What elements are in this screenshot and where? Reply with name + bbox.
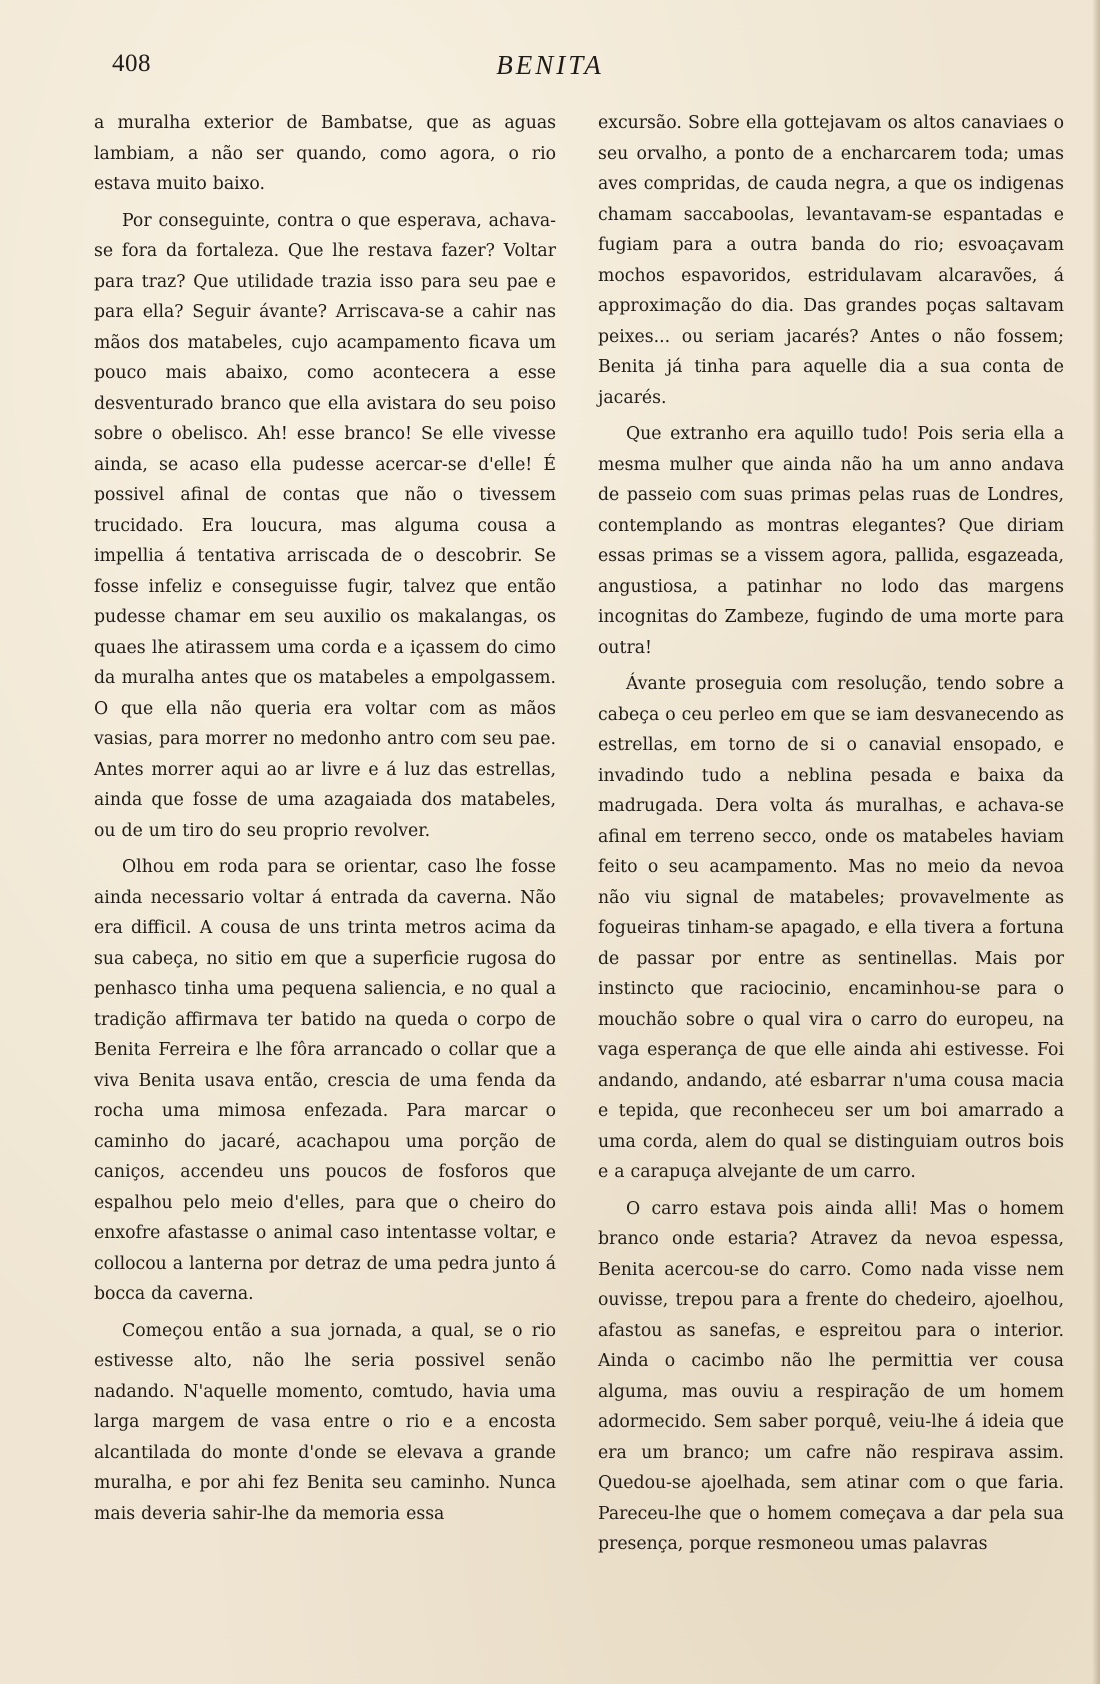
paragraph: a muralha exterior de Bambatse, que as aguas lambiam, a não ser quando, como agora, o rio estava muito baixo.	[94, 113, 556, 194]
paragraph: Olhou em roda para se orientar, caso lhe fosse ainda necessario voltar á entrada da caverna. Não era difficil. A cousa de uns trinta metros acima da sua cabeça, no sitio em que a superficie rugosa do penhasco tinha uma pequena saliencia, e no qual a tradição affirmava ter batido na queda o corpo de Benita Ferreira e lhe fôra arrancado o collar que a viva Benita usava então, crescia de uma fenda da rocha uma mimosa enfezada. Para marcar o caminho do jacaré, acachapou uma porção de caniços, accendeu uns poucos de fosforos que espalhou pelo meio d'elles, para que o cheiro do enxofre afastasse o animal caso intentasse voltar, e collocou a lanterna por detraz de uma pedra junto á bocca da caverna.	[94, 857, 556, 1304]
running-title: BENITA	[496, 50, 604, 80]
page-number: 408	[112, 50, 151, 77]
paragraph: O carro estava pois ainda alli! Mas o homem branco onde estaria? Atravez da nevoa espessa, Benita acercou-se do carro. Como nada visse nem ouvisse, trepou para a frente do chedeiro, ajoelhou, afastou as sanefas, e espreitou para o interior. Ainda o cacimbo não lhe permittia ver cousa alguma, mas ouviu a respiração de um homem adormecido. Sem saber porquê, veiu-lhe á ideia que era um branco; um cafre não respirava assim. Quedou-se ajoelhada, sem atinar com o que faria. Pareceu-lhe que o homem começava a dar pela sua presença, porque resmoneou umas palavras	[598, 1198, 1064, 1554]
paragraph: excursão. Sobre ella gottejavam os altos canaviaes o seu orvalho, a ponto de a encharcarem toda; umas aves compridas, de cauda negra, a que os indigenas chamam saccaboolas, levantavam-se espantadas e fugiam para a outra banda do rio; esvoaçavam mochos espavoridos, estridulavam alcaravões, á approximação do dia. Das grandes poças saltavam peixes... ou seriam jacarés? Antes o não fossem; Benita já tinha para aquelle dia a sua conta de jacarés.	[598, 113, 1064, 408]
paragraph: Começou então a sua jornada, a qual, se o rio estivesse alto, não lhe seria possivel senão nadando. N'aquelle momento, comtudo, havia uma larga margem de vasa entre o rio e a encosta alcantilada do monte d'onde se elevava a grande muralha, e por ahi fez Benita seu caminho. Nunca mais deveria sahir-lhe da memoria essa	[94, 1320, 556, 1524]
paragraph: Ávante proseguia com resolução, tendo sobre a cabeça o ceu perleo em que se iam desvanecendo as estrellas, em torno de si o canavial ensopado, e invadindo tudo a neblina pesada e baixa da madrugada. Dera volta ás muralhas, e achava-se afinal em terreno secco, onde os matabeles haviam feito o seu acampamento. Mas no meio da nevoa não viu signal de matabeles; provavelmente as fogueiras tinham-se apagado, e ella tivera a fortuna de passar por entre as sentinellas. Mais por instincto que raciocinio, encaminhou-se para o mouchão sobre o qual vira o carro do europeu, na vaga esperança de que elle ainda ahi estivesse. Foi andando, andando, até esbarrar n'uma cousa macia e tepida, que reconheceu ser um boi amarrado a uma corda, alem do qual se distinguiam outros bois e a carapuça alvejante de um carro.	[598, 674, 1064, 1182]
page-header	[0, 46, 1100, 86]
paragraph: Por conseguinte, contra o que esperava, achava-se fora da fortaleza. Que lhe restava fazer? Voltar para traz? Que utilidade trazia isso para seu pae e para ella? Seguir ávante? Arriscava-se a cahir nas mãos dos matabeles, cujo acampamento ficava um pouco mais abaixo, como acontecera a esse desventurado branco que ella avistara do seu poiso sobre o obelisco. Ah! esse branco! Se elle vivesse ainda, se acaso ella pudesse acercar-se d'elle! É possivel afinal de contas que não o tivessem trucidado. Era loucura, mas alguma cousa a impellia á tentativa arriscada de o descobrir. Se fosse infeliz e conseguisse fugir, talvez que então pudesse chamar em seu auxilio os makalangas, os quaes lhe atirassem uma corda e a içassem do cimo da muralha antes que os matabeles a empolgassem. O que ella não queria era voltar com as mãos vasias, para morrer no medonho antro com seu pae. Antes morrer aqui ao ar livre e á luz das estrellas, ainda que fosse de uma azagaiada dos matabeles, ou de um tiro do seu proprio revolver.	[94, 210, 556, 841]
page-edge-shadow	[1092, 0, 1100, 1684]
paragraph: Que extranho era aquillo tudo! Pois seria ella a mesma mulher que ainda não ha um anno andava de passeio com suas primas pelas ruas de Londres, contemplando as montras elegantes? Que diriam essas primas se a vissem agora, pallida, esgazeada, angustiosa, a patinhar no lodo das margens incognitas do Zambeze, fugindo de uma morte para outra!	[598, 424, 1064, 658]
left-text-column	[94, 108, 556, 1535]
right-text-column	[598, 108, 1064, 1566]
